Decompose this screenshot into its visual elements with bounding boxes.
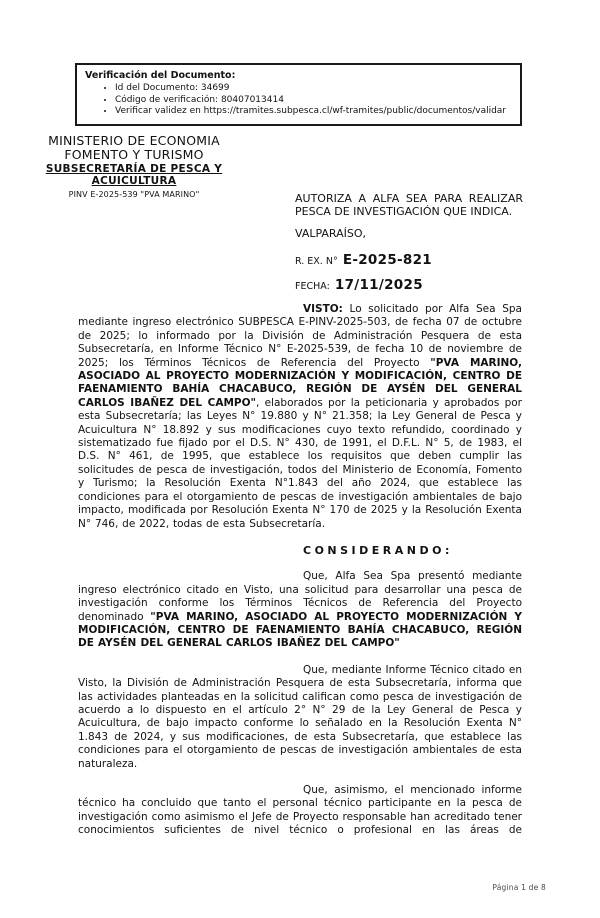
paragraph xyxy=(78,303,522,531)
title-block xyxy=(295,192,523,293)
verification-list xyxy=(115,83,512,118)
text-run: VISTO: xyxy=(303,303,343,315)
date-value: 17/11/2025 xyxy=(334,276,423,293)
paragraph xyxy=(78,664,522,771)
document-body xyxy=(78,303,522,851)
paragraph xyxy=(78,784,522,838)
letterhead xyxy=(34,134,234,199)
text-run: , elaborados por la peticionaria y aprobados por esta Subsecretaría; las Leyes N° 19.880 y N° 21.358; la Ley General de Pesca y Acuicultura N° 18.892 y sus modificaciones cuyo texto refundido, coordinado y sistematizado fue fijado por el D.S. N° 430, de 1991, el D.F.L. N° 5, de 1983, el D.S. N° 461, de 1995, que establece los requisitos que deben cumplir las solicitudes de pesca de investigación, todos del Ministerio de Economía, Fomento y Turismo; la Resolución Exenta N°1.843 del año 2024, que establece las condiciones para el otorgamiento de pescas de investigación ambientales de bajo impacto, modificada por Resolución Exenta N° 170 de 2025 y la Resolución Exenta N° 746, de 2022, todas de esta Subsecretaría. xyxy=(78,396,522,530)
file-reference: PINV E-2025-539 "PVA MARINO" xyxy=(68,190,200,199)
subsecretaria-name: SUBSECRETARÍA DE PESCA Y ACUICULTURA xyxy=(45,163,223,187)
text-run: CONSIDERANDO: xyxy=(303,543,453,557)
ministry-name-line1: MINISTERIO DE ECONOMIA xyxy=(48,133,220,148)
verification-item-document-id: • Id del Documento: 34699 xyxy=(115,83,512,95)
text-run: "PVA MARINO, ASOCIADO AL PROYECTO MODERNIZACIÓN Y MODIFICACIÓN, CENTRO DE FAENAMIENTO BAHÍA CHACABUCO, REGIÓN DE AYSÉN DEL GENERAL CARLOS IBAÑEZ DEL CAMPO" xyxy=(78,356,522,409)
verification-box xyxy=(75,63,522,126)
paragraph xyxy=(78,570,522,650)
ministry-name-line2: FOMENTO Y TURISMO xyxy=(64,147,204,162)
city-line: VALPARAÍSO, xyxy=(295,226,367,240)
text-run: Que, asimismo, el mencionado informe técnico ha concluido que tanto el personal técnico participante en la pesca de investigación como asimismo el Jefe de Proyecto responsable han acreditado tener conocimientos suficientes de nivel técnico o profesional en las áreas de xyxy=(78,784,522,837)
resolution-label: R. EX. N° xyxy=(295,255,338,267)
section-heading xyxy=(78,544,522,557)
verification-item-url: • Verificar validez en https://tramites.subpesca.cl/wf-tramites/public/documentos/validar xyxy=(115,106,512,118)
verification-title: Verificación del Documento: xyxy=(85,70,236,81)
text-run: "PVA MARINO, ASOCIADO AL PROYECTO MODERNIZACIÓN Y MODIFICACIÓN, CENTRO DE FAENAMIENTO BAHÍA CHACABUCO, REGIÓN DE AYSÉN DEL GENERAL CARLOS IBAÑEZ DEL CAMPO" xyxy=(78,610,522,650)
verification-item-code: • Código de verificación: 80407013414 xyxy=(115,95,512,107)
text-run: Que, Alfa Sea Spa presentó mediante ingreso electrónico citado en Visto, una solicitud para desarrollar una pesca de investigación conforme los Términos Técnicos de Referencia del Proyecto denominado xyxy=(78,570,522,623)
text-run: Lo solicitado por Alfa Sea Spa mediante ingreso electrónico SUBPESCA E-PINV-2025-503, de fecha 07 de octubre de 2025; lo informado por la División de Administración Pesquera de esta Subsecretaría, en Informe Técnico N° E-2025-539, de fecha 10 de noviembre de 2025; los Términos Técnicos de Referencia del Proyecto xyxy=(78,303,522,369)
text-run: Que, mediante Informe Técnico citado en Visto, la División de Administración Pesquera de esta Subsecretaría, informa que las actividades planteadas en la solicitud califican como pesca de investigación de acuerdo a lo dispuesto en el artículo 2° N° 29 de la Ley General de Pesca y Acuicultura, de bajo impacto conforme lo señalado en la Resolución Exenta N° 1.843 de 2024, y sus modificaciones, de esta Subsecretaría, que establece las condiciones para el otorgamiento de pescas de investigación ambientales de esta naturaleza. xyxy=(78,663,522,770)
date-line xyxy=(295,274,523,293)
resolution-number: E-2025-821 xyxy=(342,251,432,268)
resolution-line xyxy=(295,249,523,268)
page-number: Página 1 de 8 xyxy=(492,883,546,892)
date-label: FECHA: xyxy=(295,280,330,292)
document-title: AUTORIZA A ALFA SEA PARA REALIZAR PESCA DE INVESTIGACIÓN QUE INDICA. xyxy=(295,192,523,219)
